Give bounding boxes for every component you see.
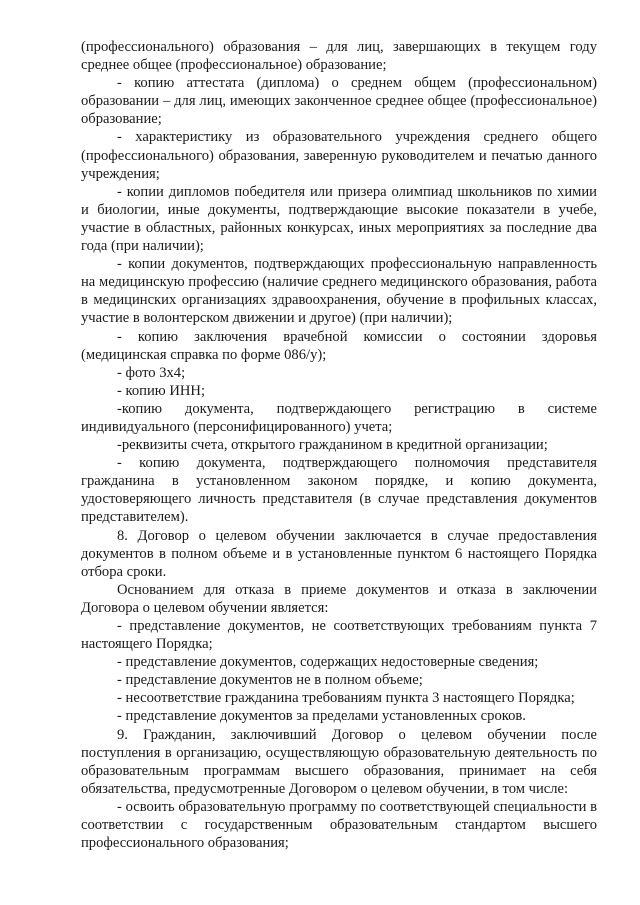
paragraph-refusal-non-compliant: - представление документов, не соответствующих требованиям пункта 7 настоящего Порядка; bbox=[81, 618, 597, 653]
paragraph-attestat-copy: - копию аттестата (диплома) о среднем общем (профессиональном) образовании – для лиц, имеющих законченное среднее общее (профессиональное) образование; bbox=[81, 75, 597, 128]
paragraph-item-9: 9. Гражданин, заключивший Договор о целевом обучении после поступления в организацию, осуществляющую образовательную деятельность по образовательным программам высшего образования, принимает на себя обязательства, предусмотренные Договором о целевом обучении, в том числе: bbox=[81, 726, 597, 797]
paragraph-refusal-false-info: - представление документов, содержащих недостоверные сведения; bbox=[117, 654, 539, 671]
paragraph-professional-orientation: - копии документов, подтверждающих профессиональную направленность на медицинскую профессию (наличие среднего медицинского образования, работа в медицинских организациях здравоохранения, обучение в профильных классах, участие в волонтерском движении и другое) (при наличии); bbox=[81, 256, 597, 327]
paragraph-item-8: 8. Договор о целевом обучении заключается в случае предоставления документов в полном объеме и в установленные пунктом 6 настоящего Порядка отбора сроки. bbox=[81, 527, 597, 580]
paragraph-medical-certificate: - копию заключения врачебной комиссии о состоянии здоровья (медицинская справка по форме 086/у); bbox=[81, 328, 597, 363]
paragraph-continuation: (профессионального) образования – для лиц, завершающих в текущем году среднее общее (профессиональное) образование; bbox=[81, 39, 597, 74]
paragraph-registration-copy: -копию документа, подтверждающего регистрацию в системе индивидуального (персонифицированного) учета; bbox=[81, 400, 597, 435]
paragraph-refusal-incomplete: - представление документов не в полном объеме; bbox=[117, 672, 423, 689]
paragraph-olympiad-diplomas: - копии дипломов победителя или призера олимпиад школьников по химии и биологии, иные документы, подтверждающие высокие показатели в учебе, участие в областных, районных конкурсах, иных мероприятиях за последние два года (при наличии); bbox=[81, 183, 597, 255]
paragraph-representative-documents: - копию документа, подтверждающего полномочия представителя гражданина в установленном законом порядке, и копию документа, удостоверяющего личность представителя (в случае представления документов представителем). bbox=[81, 455, 597, 526]
paragraph-refusal-requirements: - несоответствие гражданина требованиям пункта 3 настоящего Порядка; bbox=[117, 690, 575, 707]
paragraph-photo: - фото 3х4; bbox=[117, 364, 186, 381]
paragraph-characteristic: - характеристику из образовательного учреждения среднего общего (профессионального) образования, заверенную руководителем и печатью данного учреждения; bbox=[81, 129, 597, 182]
paragraph-bank-details: -реквизиты счета, открытого гражданином в кредитной организации; bbox=[117, 437, 548, 454]
paragraph-refusal-grounds: Основанием для отказа в приеме документов и отказа в заключении Договора о целевом обучении является: bbox=[81, 581, 597, 616]
paragraph-refusal-deadline: - представление документов за пределами установленных сроков. bbox=[117, 708, 526, 725]
paragraph-obligation-master-program: - освоить образовательную программу по соответствующей специальности в соответствии с государственным образовательным стандартом высшего профессионального образования; bbox=[81, 798, 597, 852]
document-page bbox=[81, 38, 597, 852]
paragraph-inn-copy: - копию ИНН; bbox=[117, 382, 205, 399]
